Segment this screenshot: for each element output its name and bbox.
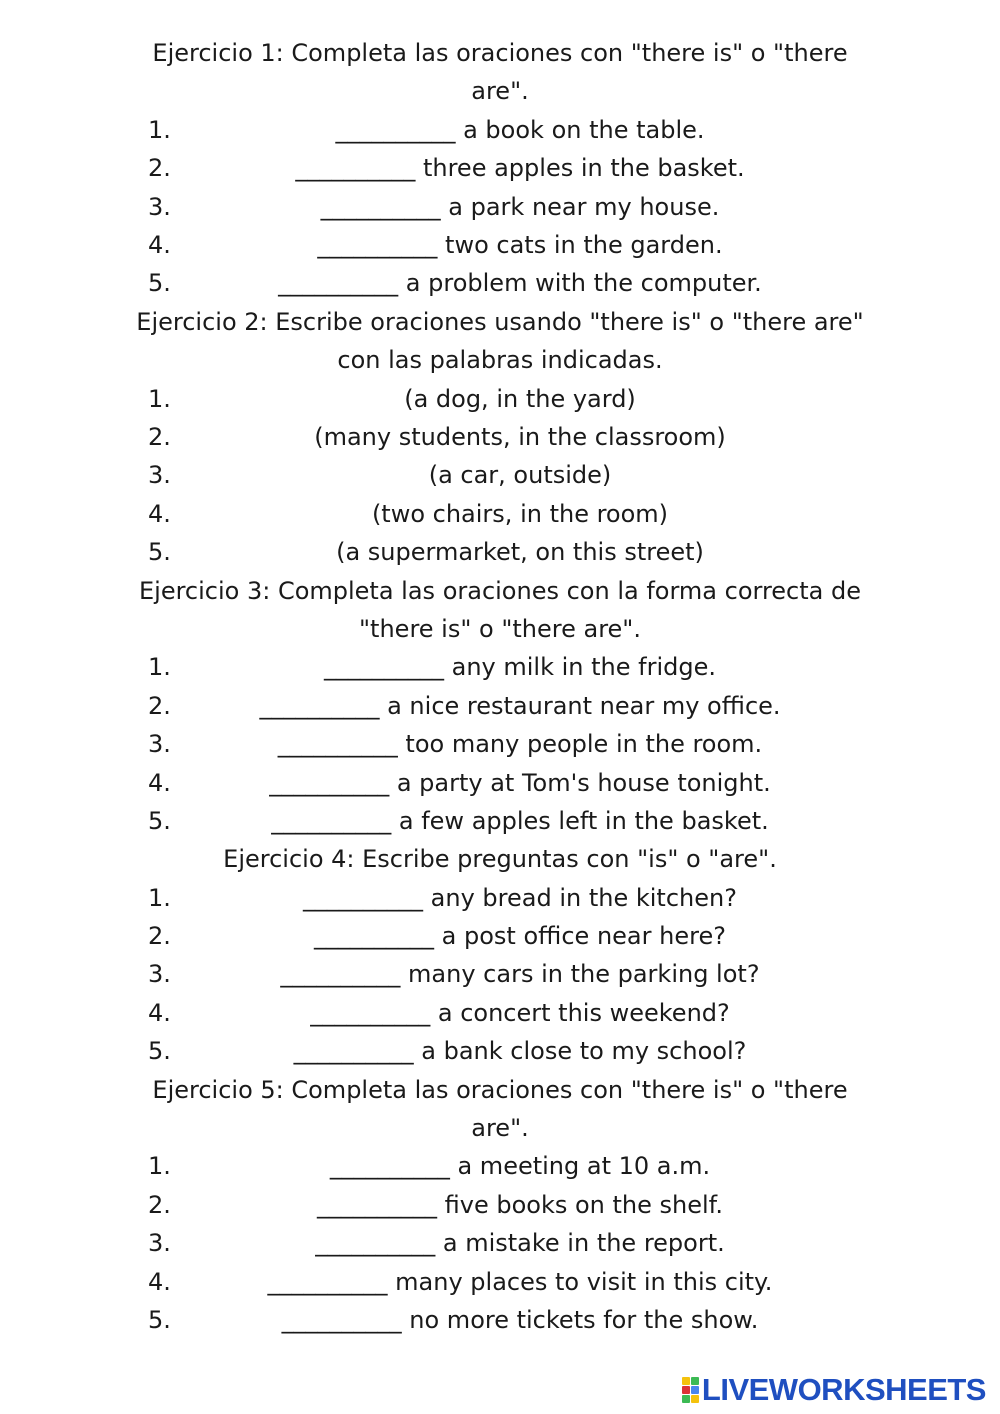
- logo-icon-square: [682, 1395, 690, 1403]
- item-number: 2.: [148, 922, 171, 951]
- exercise-title: Ejercicio 1: Completa las oraciones con "there is" o "there are".: [152, 39, 848, 106]
- item-number: 4.: [148, 230, 171, 259]
- exercise-item: [0, 879, 1000, 917]
- item-text: __________ a bank close to my school?: [293, 1037, 747, 1066]
- worksheet: [0, 34, 1000, 1339]
- exercise-item: [0, 994, 1000, 1032]
- exercise-4: [0, 840, 1000, 1070]
- exercise-2: [0, 303, 1000, 572]
- exercise-item: [0, 456, 1000, 494]
- item-text: __________ five books on the shelf.: [317, 1190, 723, 1219]
- logo-icon-square: [691, 1377, 699, 1385]
- item-number: 3.: [148, 960, 171, 989]
- item-text: __________ a book on the table.: [335, 115, 705, 144]
- item-text: __________ a nice restaurant near my office.: [259, 691, 781, 720]
- item-number: 4.: [148, 499, 171, 528]
- item-number: 3.: [148, 461, 171, 490]
- item-text: __________ a concert this weekend?: [310, 998, 730, 1027]
- logo-text: LIVEWORKSHEETS: [701, 1372, 986, 1407]
- item-number: 4.: [148, 768, 171, 797]
- exercise-item: [0, 917, 1000, 955]
- item-number: 1.: [148, 115, 171, 144]
- exercise-item: [0, 1301, 1000, 1339]
- logo-icon: [682, 1377, 699, 1403]
- item-text: __________ two cats in the garden.: [317, 230, 723, 259]
- item-number: 1.: [148, 384, 171, 413]
- exercise-item: [0, 764, 1000, 802]
- item-text: __________ a mistake in the report.: [315, 1229, 725, 1258]
- item-text: __________ any milk in the fridge.: [324, 653, 716, 682]
- item-text: __________ too many people in the room.: [277, 730, 763, 759]
- logo-icon-square: [691, 1395, 699, 1403]
- exercise-item: [0, 418, 1000, 456]
- logo-icon-square: [682, 1377, 690, 1385]
- liveworksheets-logo[interactable]: [682, 1372, 986, 1408]
- item-number: 5.: [148, 538, 171, 567]
- exercise-item: [0, 1032, 1000, 1070]
- item-text: __________ a post office near here?: [314, 922, 726, 951]
- exercise-3: [0, 572, 1000, 841]
- exercise-item: [0, 533, 1000, 571]
- item-number: 5.: [148, 1306, 171, 1335]
- exercise-item: [0, 955, 1000, 993]
- item-number: 5.: [148, 1037, 171, 1066]
- item-text: __________ many places to visit in this city.: [267, 1267, 773, 1296]
- item-text: __________ any bread in the kitchen?: [303, 883, 737, 912]
- exercise-title: Ejercicio 4: Escribe preguntas con "is" o "are".: [223, 845, 777, 874]
- exercise-item: [0, 648, 1000, 686]
- logo-icon-square: [682, 1386, 690, 1394]
- item-text: (two chairs, in the room): [371, 499, 669, 528]
- exercise-item: [0, 188, 1000, 226]
- exercise-item: [0, 1263, 1000, 1301]
- exercise-item: [0, 111, 1000, 149]
- item-number: 2.: [148, 691, 171, 720]
- exercise-item: [0, 149, 1000, 187]
- item-number: 3.: [148, 192, 171, 221]
- item-text: __________ a party at Tom's house tonight.: [269, 768, 771, 797]
- item-number: 3.: [148, 730, 171, 759]
- item-text: __________ no more tickets for the show.: [281, 1306, 759, 1335]
- item-text: __________ a few apples left in the basket.: [271, 806, 769, 835]
- item-number: 1.: [148, 653, 171, 682]
- exercise-5: [0, 1071, 1000, 1340]
- item-number: 2.: [148, 154, 171, 183]
- item-text: __________ a meeting at 10 a.m.: [329, 1152, 711, 1181]
- exercise-item: [0, 380, 1000, 418]
- exercise-item: [0, 687, 1000, 725]
- item-number: 5.: [148, 806, 171, 835]
- exercise-title: Ejercicio 3: Completa las oraciones con la forma correcta de "there is" o "there are".: [138, 576, 861, 643]
- exercise-title: Ejercicio 5: Completa las oraciones con "there is" o "there are".: [152, 1075, 848, 1143]
- item-text: (a car, outside): [428, 461, 612, 490]
- item-number: 4.: [148, 1267, 171, 1296]
- item-text: __________ a problem with the computer.: [278, 269, 762, 298]
- item-number: 2.: [148, 422, 171, 451]
- exercise-1: [0, 34, 1000, 303]
- item-number: 3.: [148, 1229, 171, 1258]
- exercise-item: [0, 495, 1000, 533]
- exercise-title: Ejercicio 2: Escribe oraciones usando "there is" o "there are" con las palabras indicadas.: [136, 307, 864, 375]
- exercise-item: [0, 725, 1000, 763]
- item-text: (a dog, in the yard): [404, 384, 636, 413]
- logo-icon-square: [691, 1386, 699, 1394]
- exercise-item: [0, 226, 1000, 264]
- exercise-item: [0, 1224, 1000, 1262]
- exercise-item: [0, 1186, 1000, 1224]
- item-text: (a supermarket, on this street): [336, 538, 704, 567]
- item-text: __________ a park near my house.: [320, 192, 720, 221]
- exercise-item: [0, 1147, 1000, 1185]
- item-number: 1.: [148, 1152, 171, 1181]
- exercise-item: [0, 802, 1000, 840]
- item-number: 5.: [148, 269, 171, 298]
- item-text: __________ many cars in the parking lot?: [280, 960, 760, 989]
- item-number: 2.: [148, 1190, 171, 1219]
- exercise-item: [0, 264, 1000, 302]
- item-number: 1.: [148, 883, 171, 912]
- item-number: 4.: [148, 998, 171, 1027]
- item-text: __________ three apples in the basket.: [295, 154, 745, 183]
- item-text: (many students, in the classroom): [314, 422, 726, 451]
